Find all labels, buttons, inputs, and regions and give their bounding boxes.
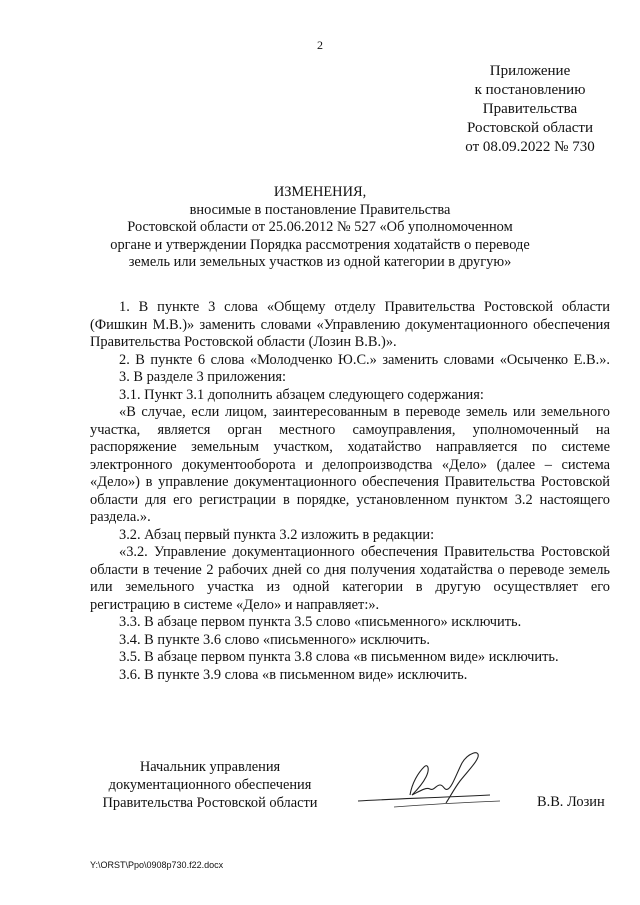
paragraph-6: 3.2. Абзац первый пункта 3.2 изложить в редакции: [119,526,435,543]
document-title [80,184,560,272]
appendix-line: Приложение [489,63,571,79]
appendix-line: от 08.09.2022 № 730 [465,139,595,155]
paragraph-9: 3.4. В пункте 3.6 слово «письменного» исключить. [119,631,430,648]
paragraph-8: 3.3. В абзаце первом пункта 3.5 слово «письменного» исключить. [119,614,522,630]
appendix-header [440,62,620,157]
title-line: земель или земельных участков из одной категории в другую» [128,254,512,270]
paragraph-1: 1. В пункте 3 слова «Общему отделу Правительства Ростовской области (Фишкин М.В.)» заменить словами «Управлению документационного обеспечения Правительства Ростовской области (Лозин В.В.)». [90,299,610,350]
paragraph-5: «В случае, если лицом, заинтересованным в переводе земель или земельного участка, является орган местного самоуправления, уполномоченный на распоряжение земельным участком, ходатайство направляется по системе электронного документооборота и делопроизводства «Дело» (далее – система «Дело») в управление документационного обеспечения Правительства Ростовской области для его регистрации в порядке, установленном пунктом 3.2 настоящего раздела.». [90,404,610,525]
paragraph-4: 3.1. Пункт 3.1 дополнить абзацем следующего содержания: [119,386,484,403]
signatory-position-line: Правительства Ростовской области [102,795,318,811]
appendix-line: к постановлению [474,82,586,98]
paragraph-3: 3. В разделе 3 приложения: [119,369,287,385]
handwritten-signature [350,745,515,815]
title-heading: ИЗМЕНЕНИЯ, [273,184,367,200]
signatory-name: В.В. Лозин [537,794,605,810]
appendix-line: Ростовской области [467,120,593,136]
paragraph-11: 3.6. В пункте 3.9 слова «в письменном виде» исключить. [119,666,468,683]
signatory-position-line: Начальник управления [139,759,281,775]
title-line: органе и утверждении Порядка рассмотрения ходатайств о переводе [110,236,530,253]
signatory-position-line: документационного обеспечения [108,777,312,793]
paragraph-7: «3.2. Управление документационного обеспечения Правительства Ростовской области в течение 2 рабочих дней со дня получения ходатайства о переводе земель или земельного участка из одной категории в другую осуществляет его регистрацию в системе «Дело» и направляет:». [90,544,610,613]
title-line: вносимые в постановление Правительства [189,201,451,218]
paragraph-10: 3.5. В абзаце первом пункта 3.8 слова «в письменном виде» исключить. [119,649,559,665]
file-path: Y:\ORST\Ppo\0908p730.f22.docx [90,860,224,870]
document-body [90,299,610,684]
page-number: 2 [317,38,323,52]
title-line: Ростовской области от 25.06.2012 № 527 «Об уполномоченном [127,219,513,235]
paragraph-2: 2. В пункте 6 слова «Молодченко Ю.С.» заменить словами «Осыченко Е.В.». [119,351,610,368]
signatory-position [90,758,330,812]
appendix-line: Правительства [482,101,578,117]
